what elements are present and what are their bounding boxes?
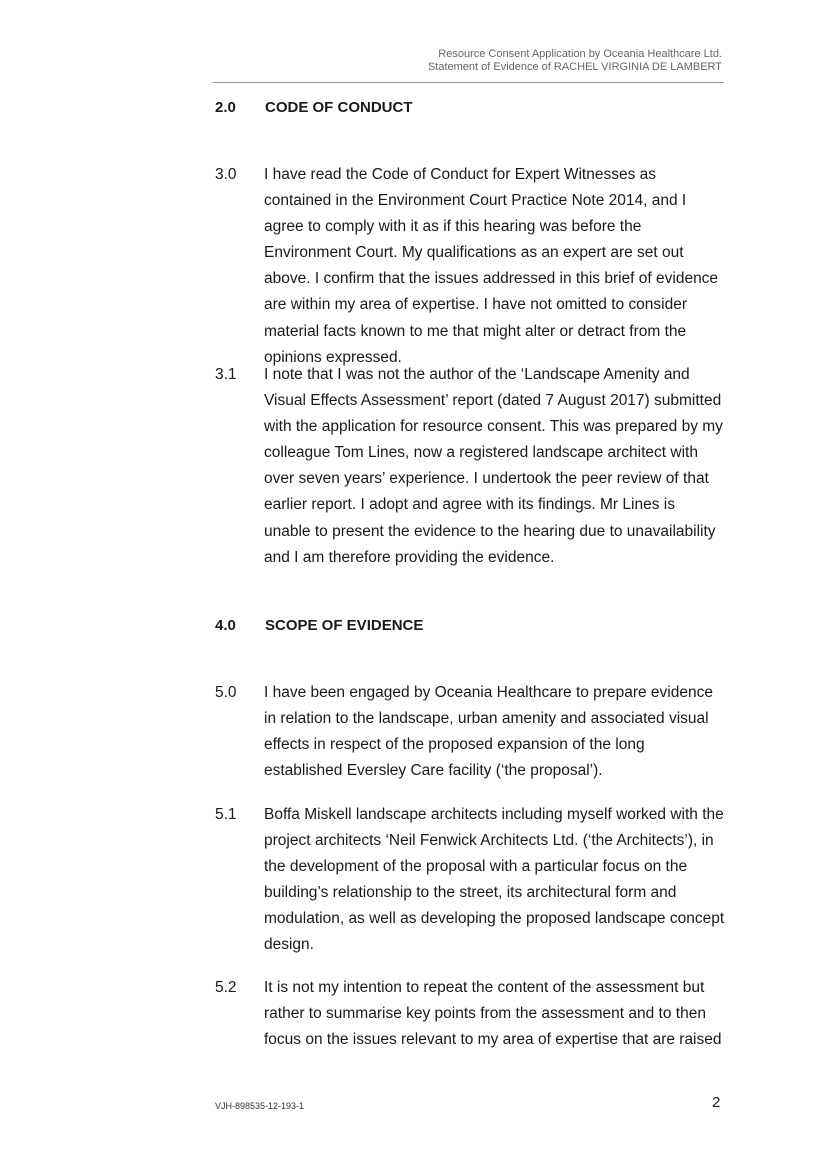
paragraph-text: Boffa Miskell landscape architects including myself worked with the project architects ‘Neil Fenwick Architects Ltd. (‘the Architects’), in the development of the proposal with a particular focus on the building’s relationship to the street, its architectural form and modulation, as well as developing the proposed landscape concept design. <box>264 806 725 954</box>
paragraph-text: I have been engaged by Oceania Healthcare to prepare evidence in relation to the landscape, urban amenity and associated visual effects in respect of the proposed expansion of the long established Eversley Care facility (‘the proposal’). <box>264 684 713 780</box>
paragraph-3-1 <box>215 362 725 571</box>
paragraph-5-1 <box>215 802 725 959</box>
section-number: 2.0 <box>215 99 236 116</box>
section-heading-scope-of-evidence <box>215 616 423 636</box>
page-number: 2 <box>712 1094 721 1111</box>
header-line-2: Statement of Evidence of RACHEL VIRGINIA DE LAMBERT <box>427 61 722 73</box>
section-title: SCOPE OF EVIDENCE <box>265 617 424 634</box>
header-line-1: Resource Consent Application by Oceania Healthcare Ltd. <box>438 48 722 60</box>
section-heading-code-of-conduct <box>215 98 413 118</box>
running-header <box>428 48 722 74</box>
paragraph-text: I note that I was not the author of the ‘Landscape Amenity and Visual Effects Assessment’ report (dated 7 August 2017) submitted with the application for resource consent. This was prepared by my colleague Tom Lines, now a registered landscape architect with over seven years’ experience. I undertook the peer review of that earlier report. I adopt and agree with its findings. Mr Lines is unable to present the evidence to the hearing due to unavailability and I am therefore providing the evidence. <box>264 366 723 566</box>
paragraph-number: 5.2 <box>215 979 237 996</box>
paragraph-text: I have read the Code of Conduct for Expert Witnesses as contained in the Environment Court Practice Note 2014, and I agree to comply with it as if this hearing was before the Environment Court. My qualifications as an expert are set out above. I confirm that the issues addressed in this brief of evidence are within my area of expertise. I have not omitted to consider material facts known to me that might alter or detract from the opinions expressed. <box>264 166 719 366</box>
section-title: CODE OF CONDUCT <box>265 99 413 116</box>
paragraph-number: 5.0 <box>215 684 237 701</box>
paragraph-number: 3.0 <box>215 166 237 183</box>
paragraph-number: 5.1 <box>215 806 237 823</box>
paragraph-number: 3.1 <box>215 366 237 383</box>
header-rule <box>213 82 724 83</box>
document-reference: VJH-898535-12-193-1 <box>215 1101 305 1111</box>
paragraph-3-0 <box>215 162 725 371</box>
section-number: 4.0 <box>215 617 236 634</box>
paragraph-5-2 <box>215 975 725 1053</box>
paragraph-text: It is not my intention to repeat the content of the assessment but rather to summarise key points from the assessment and to then focus on the issues relevant to my area of expertise that are raised <box>264 979 722 1049</box>
paragraph-5-0 <box>215 680 725 784</box>
